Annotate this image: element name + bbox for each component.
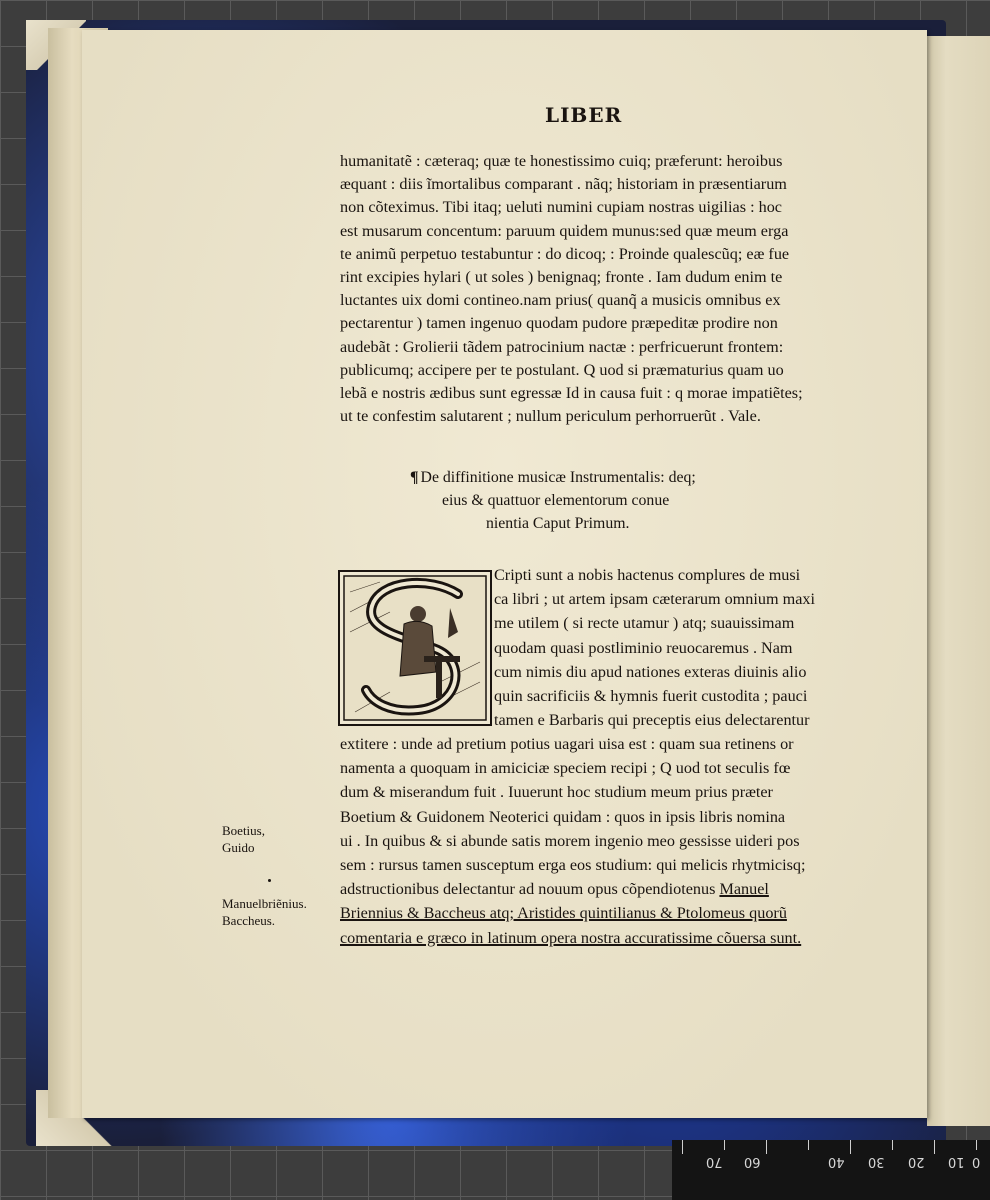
ruler-number: 70 [706,1154,723,1169]
chapter-heading-line: ¶ De diffinitione musicæ Instrumentalis: deq; [410,469,696,486]
text-line: quodam quasi postliminio reuocaremus . Nam [494,638,793,657]
text-line: dum & miserandum fuit . Iuuerunt hoc studium meum prius præter [340,783,773,802]
text-line: me utilem ( si recte utamur ) atq; suauissimam [494,614,795,633]
text-line: extitere : unde ad pretium potius uagari uisa est : quam sua retinens or [340,735,794,753]
underlined-text-line: Briennius & Baccheus atq; Aristides quintilianus & Ptolomeus quorũ [340,904,787,923]
text-line: Cripti sunt a nobis hactenus complures de musi [494,566,801,584]
text-line: sem : rursus tamen susceptum erga eos studium: qui melicis rhytmicisq; [340,856,806,875]
ruler-number: 0 [972,1154,981,1169]
preface-text [340,150,860,428]
text-line: humanitatẽ : cæteraq; quæ te honestissimo cuiq; præferunt: heroibus [340,152,783,170]
text-line: tamen e Barbaris qui preceptis eius delectarentur [494,711,810,730]
chapter-text-full [340,732,865,950]
margin-note-boetius: Boetius, Guido [222,823,265,855]
chapter-heading-line: nientia Caput Primum. [486,515,630,532]
ruler-number: 20 [908,1154,925,1169]
ruler-tick [724,1140,725,1150]
text-line: publicumq; accipere per te postulant. Q uod si præmaturius quam uo [340,360,784,379]
text-line: pectarentur ) tamen ingenuo quodam pudore præpeditæ prodire non [340,314,778,333]
text-line: rint excipies hylari ( ut soles ) benignaq; fronte . Iam dudum enim te [340,268,783,287]
margin-dot [268,879,271,882]
ruler-tick [682,1140,683,1154]
ruler-number: 30 [868,1154,885,1169]
text-line: ui . In quibus & si abunde satis morem ingenio meo gessisse uideri pos [340,831,800,850]
ruler-tick [808,1140,809,1150]
text-line: Boetium & Guidonem Neoterici quidam : quos in ipsis libris nomina [340,807,786,826]
ruler-number: 60 [744,1154,761,1169]
facing-page-edge [927,36,990,1126]
ruler-number: 10 [948,1154,965,1169]
text-line: est musarum concentum: paruum quidem munus:sed quæ meum erga [340,221,789,240]
ruler-tick [892,1140,893,1150]
measuring-ruler [672,1140,990,1200]
text-line: ca libri ; ut artem ipsam cæterarum omnium maxi [494,590,815,609]
text-line: æquant : diis ĩmortalibus comparant . nãq; historiam in præsentiarum [340,175,787,194]
woodcut-initial-s [338,570,492,726]
text-line: te animũ perpetuo testabuntur : do dicoq; : Proinde qualescũq; eæ fue [340,244,790,263]
chapter-heading [410,466,810,535]
text-line: namenta a quoquam in amiciciæ speciem recipi ; Q uod tot seculis fœ [340,759,791,778]
margin-note-manuel: Manuelbriẽnius. Baccheus. [222,896,307,928]
text-line: ut te confestim salutarent ; nullum periculum perhorruerũt . Vale. [340,407,761,426]
text-line: quin sacrificiis & hymnis fuerit custodita ; pauci [494,687,808,706]
text-line: cum nimis diu apud nationes exteras diuinis alio [494,662,807,681]
ruler-tick [850,1140,851,1154]
text-line: luctantes uix domi contineo.nam prius( quanq̃ a musicis omnibus ex [340,291,781,310]
ruler-tick [766,1140,767,1154]
text-line: audebãt : Grolierii tãdem patrocinium nactæ : perfricuerunt frontem: [340,337,784,356]
ruler-tick [976,1140,977,1150]
text-line: adstructionibus delectantur ad nouum opus cõpendiotenus Manuel [340,880,769,899]
ruler-number: 40 [828,1154,845,1169]
underlined-text-line: comentaria e græco in latinum opera nostra accuratissime cõuersa sunt. [340,928,802,947]
woodcut-illustration-icon [340,572,490,724]
chapter-heading-line: eius & quattuor elementorum conue [442,492,670,509]
text-line: lebã e nostris ædibus sunt egressæ Id in causa fuit : q morae impatiẽtes; [340,384,803,403]
ruler-tick [934,1140,935,1154]
running-head: LIBER [545,103,623,127]
chapter-text-column [494,563,864,732]
text-line: non cõteximus. Tibi itaq; ueluti numini cupiam nostras uigilias : hoc [340,198,782,217]
underlined-text: Manuel [719,880,769,899]
pilcrow-icon: ¶ [410,469,419,486]
